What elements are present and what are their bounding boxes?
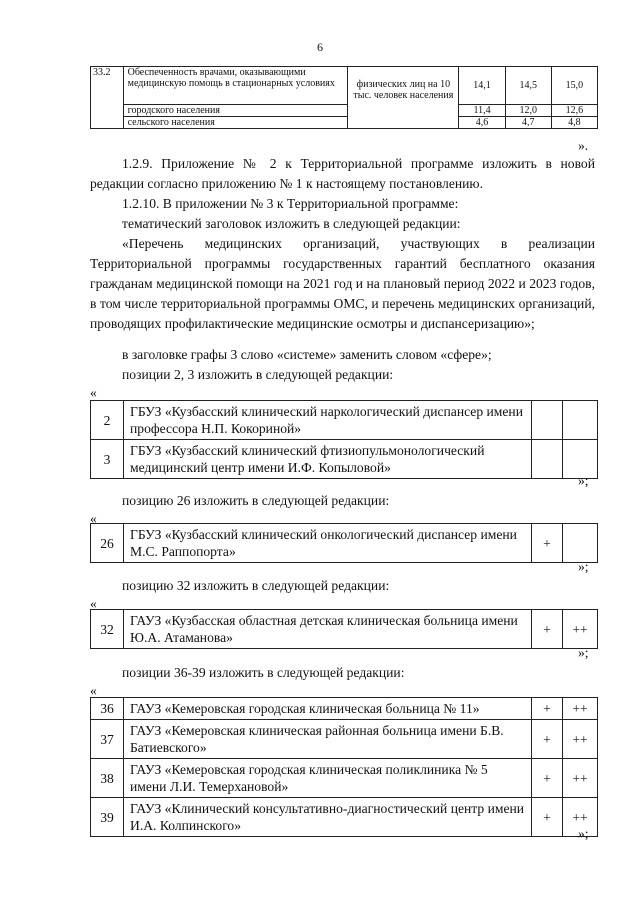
positions-table-2-3 — [90, 400, 598, 479]
table-row — [91, 524, 598, 563]
close-quote: »; — [578, 559, 589, 574]
table-row — [91, 610, 598, 649]
paragraph-column-rename: в заголовке графы 3 слово «системе» заменить словом «сфере»; — [122, 347, 492, 362]
paragraph-position-26: позицию 26 изложить в следующей редакции: — [122, 493, 390, 508]
organization-name: ГАУЗ «Кемеровская клиническая районная больница имени Б.В. Батиевского» — [124, 720, 532, 759]
row-label-urban: городского населения — [123, 105, 348, 117]
rural-value-2022: 4,7 — [505, 117, 551, 129]
paragraph-new-heading: «Перечень медицинских организаций, участвующих в реализации Территориальной программы государственных гарантий бесплатного оказания гражданам медицинской помощи на 2021 год и на плановый период 2022 и 2023 годов, в том числе территориальной программы ОМС, и перечень медицинских организаций, проводящих профилактические медицинские осмотры и диспансеризацию»; — [90, 236, 595, 331]
positions-table-36-39 — [90, 697, 598, 837]
organization-name: ГБУЗ «Кузбасский клинический онкологический диспансер имени М.С. Раппопорта» — [124, 524, 532, 563]
organization-name: ГАУЗ «Кузбасская областная детская клиническая больница имени Ю.А. Атаманова» — [124, 610, 532, 649]
organization-name: ГАУЗ «Клинический консультативно-диагностический центр имени И.А. Колпинского» — [124, 798, 532, 837]
close-quote: »; — [578, 473, 589, 488]
position-number: 2 — [91, 401, 124, 440]
table-row — [91, 401, 598, 440]
paragraph-1-2-10: 1.2.10. В приложении № 3 к Территориальной программе: — [122, 196, 459, 211]
mark-column-4: ++ — [563, 698, 598, 720]
value-2021: 14,1 — [459, 67, 505, 105]
position-number: 32 — [91, 610, 124, 649]
indicator-unit: физических лиц на 10 тыс. человек населения — [348, 67, 459, 129]
rural-value-2021: 4,6 — [459, 117, 505, 129]
open-quote: « — [90, 511, 97, 526]
mark-column-3: + — [532, 610, 563, 649]
mark-column-4 — [563, 524, 598, 563]
page-number: 6 — [317, 40, 323, 54]
mark-column-3: + — [532, 698, 563, 720]
indicator-table — [90, 66, 598, 129]
paragraph-heading-instruction: тематический заголовок изложить в следующей редакции: — [122, 216, 461, 231]
indicator-name: Обеспеченность врачами, оказывающими медицинскую помощь в стационарных условиях — [123, 67, 348, 105]
paragraph-position-32: позицию 32 изложить в следующей редакции: — [122, 578, 390, 593]
urban-value-2022: 12,0 — [505, 105, 551, 117]
paragraph-1-2-9: 1.2.9. Приложение № 2 к Территориальной программе изложить в новой редакции согласно приложению № 1 к настоящему постановлению. — [90, 156, 595, 191]
rural-value-2023: 4,8 — [551, 117, 597, 129]
organization-name: ГАУЗ «Кемеровская городская клиническая больница № 11» — [124, 698, 532, 720]
position-number: 37 — [91, 720, 124, 759]
organization-name: ГАУЗ «Кемеровская городская клиническая поликлиника № 5 имени Л.И. Темерхановой» — [124, 759, 532, 798]
open-quote: « — [90, 385, 97, 400]
position-number: 26 — [91, 524, 124, 563]
mark-column-3: + — [532, 798, 563, 837]
table-row — [91, 440, 598, 479]
value-2022: 14,5 — [505, 67, 551, 105]
close-quote: »; — [578, 645, 589, 660]
mark-column-3: + — [532, 524, 563, 563]
paragraph-positions-36-39: позиции 36-39 изложить в следующей редакции: — [122, 665, 405, 680]
mark-column-4: ++ — [563, 720, 598, 759]
position-number: 3 — [91, 440, 124, 479]
indicator-code: 33.2 — [91, 67, 124, 129]
row-label-rural: сельского населения — [123, 117, 348, 129]
open-quote: « — [90, 596, 97, 611]
open-quote: « — [90, 683, 97, 698]
close-quote: »; — [578, 826, 589, 841]
mark-column-3 — [532, 440, 563, 479]
table-row — [91, 798, 598, 837]
position-number: 36 — [91, 698, 124, 720]
urban-value-2023: 12,6 — [551, 105, 597, 117]
mark-column-4: ++ — [563, 759, 598, 798]
urban-value-2021: 11,4 — [459, 105, 505, 117]
positions-table-32 — [90, 609, 598, 649]
table-closing: ». — [578, 138, 589, 153]
mark-column-4: ++ — [563, 798, 598, 837]
paragraph-positions-2-3: позиции 2, 3 изложить в следующей редакции: — [122, 367, 394, 382]
table-row — [91, 759, 598, 798]
value-2023: 15,0 — [551, 67, 597, 105]
mark-column-4 — [563, 401, 598, 440]
table-row — [91, 698, 598, 720]
positions-table-26 — [90, 523, 598, 563]
organization-name: ГБУЗ «Кузбасский клинический фтизиопульмонологический медицинский центр имени И.Ф. Копыловой» — [124, 440, 532, 479]
mark-column-3: + — [532, 759, 563, 798]
mark-column-3 — [532, 401, 563, 440]
mark-column-4: ++ — [563, 610, 598, 649]
position-number: 38 — [91, 759, 124, 798]
organization-name: ГБУЗ «Кузбасский клинический наркологический диспансер имени профессора Н.П. Кокориной» — [124, 401, 532, 440]
position-number: 39 — [91, 798, 124, 837]
table-row — [91, 720, 598, 759]
mark-column-3: + — [532, 720, 563, 759]
